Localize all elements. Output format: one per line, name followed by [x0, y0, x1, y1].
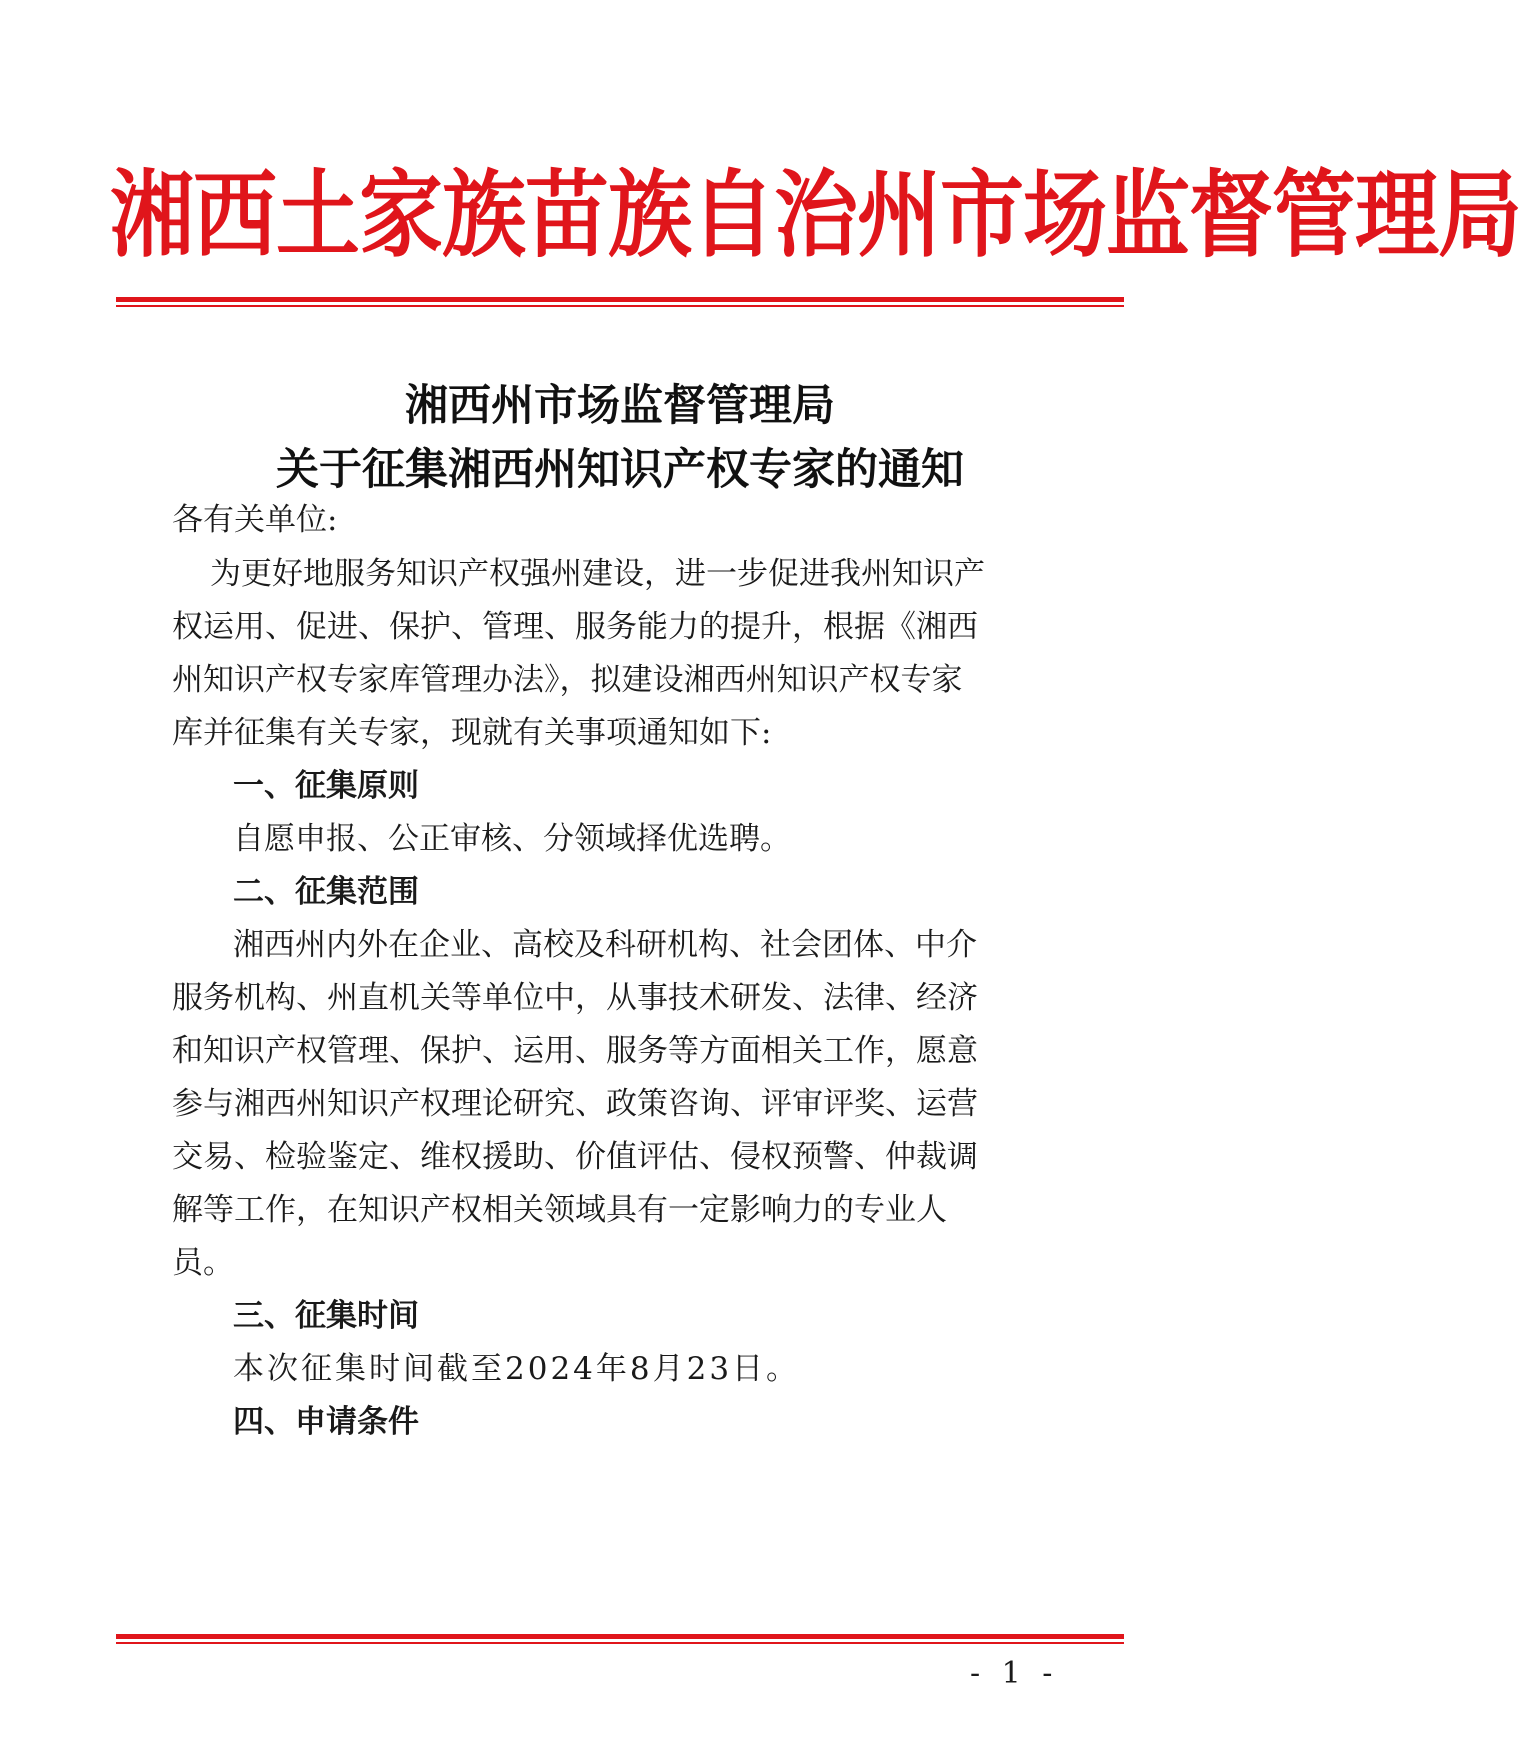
- section-body-line: 参与湘西州知识产权理论研究、政策咨询、评审评奖、运营: [172, 1086, 978, 1122]
- footer-divider: [116, 1634, 1124, 1644]
- intro-line: 为更好地服务知识产权强州建设，进一步促进我州知识产: [210, 556, 985, 592]
- intro-line: 库并征集有关专家，现就有关事项通知如下:: [172, 715, 772, 751]
- section-heading-principles: 一、征集原则: [233, 768, 419, 804]
- section-body-line: 员。: [172, 1245, 234, 1281]
- section-heading-conditions: 四、申请条件: [233, 1404, 419, 1440]
- salutation: 各有关单位:: [172, 502, 338, 538]
- document-title-line-2: 关于征集湘西州知识产权专家的通知: [276, 445, 964, 495]
- letterhead-divider: [116, 297, 1124, 307]
- section-body-line: 湘西州内外在企业、高校及科研机构、社会团体、中介: [233, 927, 977, 963]
- document-title-line-1: 湘西州市场监督管理局: [405, 381, 835, 431]
- intro-line: 权运用、促进、保护、管理、服务能力的提升，根据《湘西: [172, 609, 978, 645]
- section-heading-time: 三、征集时间: [233, 1298, 419, 1334]
- section-body-line: 服务机构、州直机关等单位中，从事技术研发、法律、经济: [172, 980, 978, 1016]
- section-body-line: 自愿申报、公正审核、分领域择优选聘。: [233, 821, 791, 857]
- section-body-line: 本次征集时间截至2024年8月23日。: [233, 1351, 801, 1387]
- section-body-line: 交易、检验鉴定、维权援助、价值评估、侵权预警、仲裁调: [172, 1139, 978, 1175]
- letterhead-org-name: 湘西土家族苗族自治州市场监督管理局: [110, 160, 1521, 270]
- page-number: - 1 -: [970, 1656, 1059, 1691]
- section-heading-scope: 二、征集范围: [233, 874, 419, 910]
- intro-line: 州知识产权专家库管理办法》，拟建设湘西州知识产权专家: [172, 662, 963, 698]
- section-body-line: 和知识产权管理、保护、运用、服务等方面相关工作，愿意: [172, 1033, 978, 1069]
- section-body-line: 解等工作，在知识产权相关领域具有一定影响力的专业人: [172, 1192, 947, 1228]
